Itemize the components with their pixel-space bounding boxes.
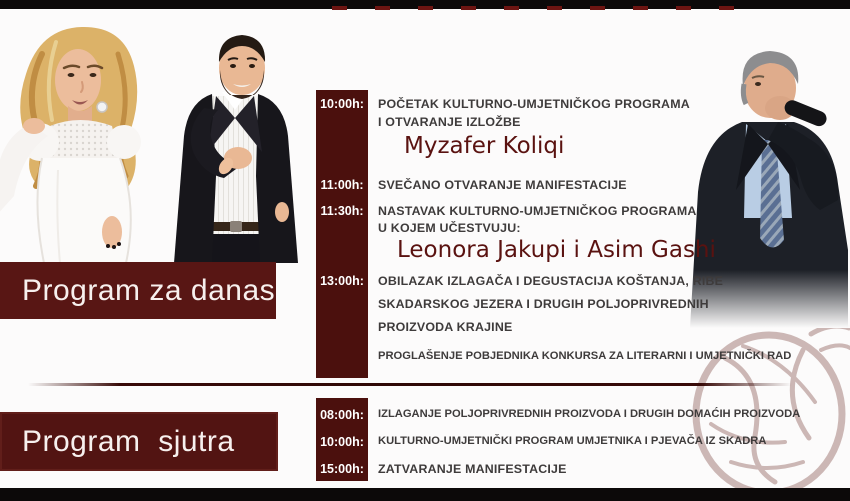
event-today-4-line-1: OBILAZAK IZLAGAČA I DEGUSTACIJA KOŠTANJA, RIBE <box>378 274 724 288</box>
time-today-4: 13:00h: <box>320 274 364 288</box>
cropped-title-fragments <box>332 6 750 10</box>
time-tomorrow-3: 15:00h: <box>320 462 364 476</box>
event-today-4-line-2: SKADARSKOG JEZERA I DRUGIH POLJOPRIVREDNIH <box>378 297 709 311</box>
event-tomorrow-3: ZATVARANJE MANIFESTACIJE <box>378 462 567 476</box>
banner-tomorrow-label: Program sjutra <box>22 424 235 458</box>
event-today-5-line-1: PROGLAŠENJE POBJEDNIKA KONKURSA ZA LITERARNI I UMJETNIČKI RAD <box>378 350 792 362</box>
time-today-3: 11:30h: <box>320 204 364 218</box>
event-today-1-line-2: I OTVARANJE IZLOŽBE <box>378 115 521 129</box>
event-today-4-line-3: PROIZVODA KRAJINE <box>378 320 513 334</box>
artist-name-2: Leonora Jakupi i Asim Gashi <box>397 237 716 263</box>
event-today-3-line-2: U KOJEM UČESTVUJU: <box>378 221 521 235</box>
banner-today-label: Program za danas <box>22 273 276 307</box>
event-today-2-line-1: SVEČANO OTVARANJE MANIFESTACIJE <box>378 178 627 192</box>
man-pointing-illustration <box>146 26 324 263</box>
banner-program-today <box>0 262 276 319</box>
time-column-today <box>316 90 368 378</box>
time-today-2: 11:00h: <box>320 178 364 192</box>
time-today-1: 10:00h: <box>320 97 364 111</box>
time-tomorrow-2: 10:00h: <box>320 435 364 449</box>
event-tomorrow-2: KULTURNO-UMJETNIČKI PROGRAM UMJETNIKA I PJEVAČA IZ SKADRA <box>378 435 767 447</box>
bottom-crop-bar <box>0 488 850 501</box>
banner-program-tomorrow <box>0 412 278 471</box>
photo-man-pointing <box>146 26 324 263</box>
time-tomorrow-1: 08:00h: <box>320 408 364 422</box>
event-today-1-line-1: POČETAK KULTURNO-UMJETNIČKOG PROGRAMA <box>378 97 690 111</box>
section-divider <box>28 383 792 386</box>
artist-name-1: Myzafer Koliqi <box>404 133 565 159</box>
event-today-3-line-1: NASTAVAK KULTURNO-UMJETNIČKOG PROGRAMA <box>378 204 697 218</box>
event-tomorrow-1: IZLAGANJE POLJOPRIVREDNIH PROIZVODA I DRUGIH DOMAĆIH PROIZVODA <box>378 408 801 420</box>
